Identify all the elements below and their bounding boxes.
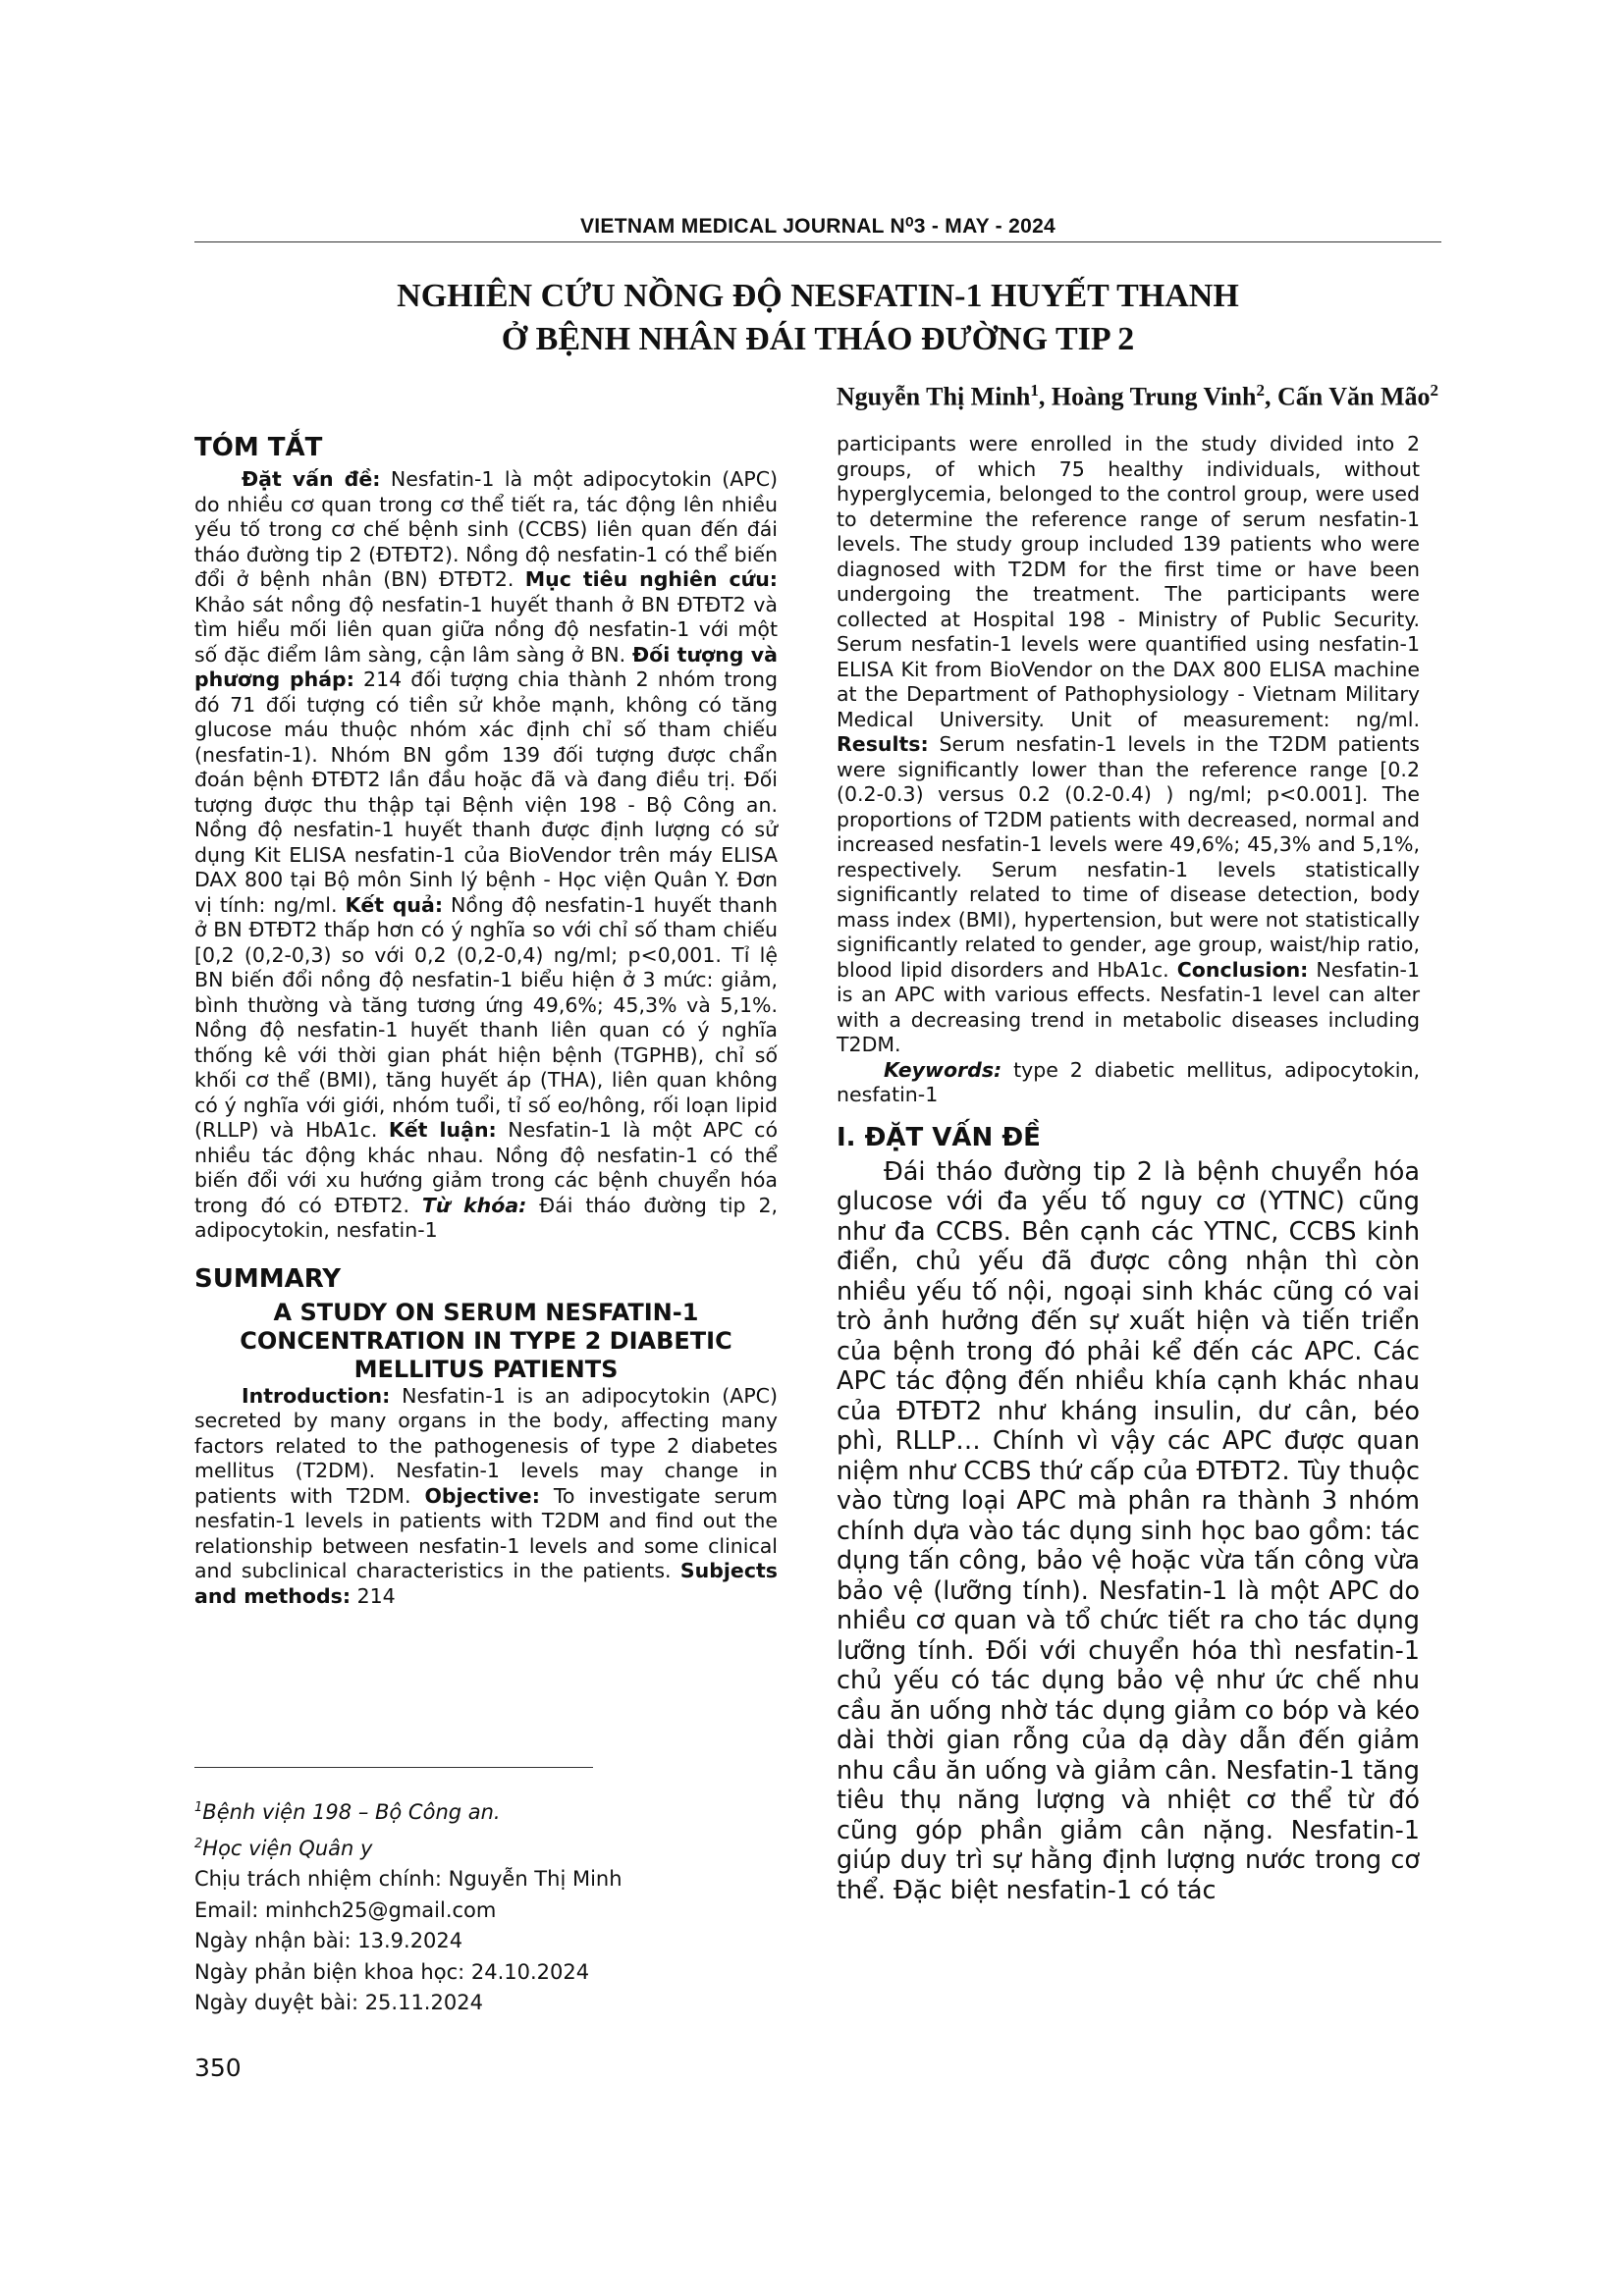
header-rule [194,241,1441,242]
date-received: Ngày nhận bài: 13.9.2024 [194,1929,463,1952]
english-title: A STUDY ON SERUM NESFATIN-1 CONCENTRATION IN TYPE 2 DIABETIC MELLITUS PATIENTS [240,1298,732,1383]
summary-methods-label: Subjects and methods: [194,1559,778,1608]
abstract-vi-keywords-label: Từ khóa: [421,1193,527,1217]
abstract-vi-objective-text: Khảo sát nồng độ nesfatin-1 huyết thanh ở BN ĐTĐT2 và tìm hiểu mối liên quan giữa nồng độ nesfatin-1 với một số đặc điểm lâm sàng, cận lâm sàng ở BN. [194,592,778,667]
author-name: Cấn Văn Mão [1276,382,1431,411]
author-affiliation-mark: 2 [1256,381,1265,400]
summary-paragraph [194,1384,778,1610]
summary-paragraph-continued [837,432,1420,1058]
abstract-vi-objective-label: Mục tiêu nghiên cứu: [524,567,778,591]
summary-conclusion-label: Conclusion: [1176,957,1309,982]
abstract-vi-results-text: Nồng độ nesfatin-1 huyết thanh ở BN ĐTĐT2 thấp hơn có ý nghĩa so với chỉ số tham chiếu [0,2 (0,2-0,3) so với 0,2 (0,2-0,4) ng/ml; p<0,001. Tỉ lệ BN biến đổi nồng độ nesfatin-1 biểu hiện ở 3 mức: giảm, bình thường và tăng tương ứng 49,6%; 45,3% và 5,1%. Nồng độ nesfatin-1 huyết thanh liên quan có ý nghĩa thống kê với thời gian phát hiện bệnh (TGPHB), chỉ số khối cơ thể (BMI), tăng huyết áp (THA), liên quan không có ý nghĩa với giới, nhóm tuổi, tỉ số eo/hông, rối loạn lipid (RLLP) và HbA1c. [194,892,778,1142]
summary-objective-text: To investigate serum nesfatin-1 levels in patients with T2DM and find out the relationship between nesfatin-1 levels and some clinical and subclinical characteristics in the patients. [194,1483,779,1582]
summary-keywords [837,1058,1420,1108]
abstract-vi-keywords-text: Đái tháo đường tip 2, adipocytokin, nesfatin-1 [194,1193,779,1242]
affiliation-2-mark: 2 [194,1836,203,1851]
affiliation-1 [194,1792,778,1829]
author-name: Nguyễn Thị Minh [836,382,1031,411]
footnotes [194,1792,778,2019]
title-line-2: Ở BỆNH NHÂN ĐÁI THÁO ĐƯỜNG TIP 2 [501,321,1135,357]
footnote-rule [194,1767,593,1768]
author-list [837,381,1438,412]
summary-intro-label: Introduction: [242,1383,391,1408]
affiliation-2-text: Học viện Quân y [202,1836,373,1860]
affiliation-1-mark: 1 [194,1800,203,1815]
title-line-1: NGHIÊN CỨU NỒNG ĐỘ NESFATIN-1 HUYẾT THANH [397,278,1239,314]
corresponding-author: Chịu trách nhiệm chính: Nguyễn Thị Minh [194,1867,623,1891]
summary-methods-text-continued: participants were enrolled in the study divided into 2 groups, of which 75 healthy individuals, without hyperglycemia, belonged to the control group, were used to determine the reference range of serum nesfatin-1 levels. The study group included 139 patients who were diagnosed with T2DM for the first time or have been undergoing the treatment. The participants were collected at Hospital 198 - Ministry of Public Security. Serum nesfatin-1 levels were quantified using nesfatin-1 ELISA Kit from BioVendor on the DAX 800 ELISA machine at the Department of Pathophysiology - Vietnam Military Medical University. Unit of measurement: ng/ml. [837,432,1420,731]
abstract-heading-vi: TÓM TẮT [194,433,323,462]
affiliation-2 [194,1829,778,1865]
summary-keywords-label: Keywords: [884,1057,1002,1082]
right-column [837,432,1420,1905]
abstract-vi-results-label: Kết quả: [345,892,444,917]
email: Email: minhch25@gmail.com [194,1897,497,1922]
date-accepted: Ngày duyệt bài: 25.11.2024 [194,1991,483,2014]
author-affiliation-mark: 1 [1030,381,1039,400]
abstract-vi-intro-label: Đặt vấn đề: [242,467,381,491]
summary-heading: SUMMARY [194,1263,342,1294]
author-separator: , [1038,382,1052,411]
article-title [194,275,1441,361]
section-1-heading: I. ĐẶT VẤN ĐỀ [837,1122,1041,1152]
summary-intro-text: Nesfatin-1 is an adipocytokin (APC) secreted by many organs in the body, affecting many factors related to the pathogenesis of type 2 diabetes mellitus (T2DM). Nesfatin-1 levels may change in patients with T2DM. [194,1383,778,1508]
abstract-vi-conclusion-text: Nesfatin-1 là một APC có nhiều tác động khác nhau. Nồng độ nesfatin-1 có thể biến đổi với xu hướng giảm trong các bệnh chuyển hóa trong đó có ĐTĐT2. [194,1118,778,1217]
left-column [194,432,778,1609]
author-separator: , [1264,382,1277,411]
summary-objective-label: Objective: [424,1483,540,1508]
summary-keywords-text: type 2 diabetic mellitus, adipocytokin, nesfatin-1 [837,1057,1420,1106]
date-reviewed: Ngày phản biện khoa học: 24.10.2024 [194,1959,590,1984]
author-name: Hoàng Trung Vinh [1051,382,1257,411]
affiliation-1-text: Bệnh viện 198 – Bộ Công an. [202,1800,501,1824]
summary-results-label: Results: [837,732,929,756]
author-affiliation-mark: 2 [1430,381,1438,400]
abstract-vi-conclusion-label: Kết luận: [388,1118,497,1142]
section-1-paragraph: Đái tháo đường tip 2 là bệnh chuyển hóa glucose với đa yếu tố nguy cơ (YTNC) cũng như đa CCBS. Bên cạnh các YTNC, CCBS kinh điển, chủ yếu đã được công nhận thì còn nhiều yếu tố nội, ngoại sinh khác cũng có vai trò ảnh hưởng đến sự xuất hiện và tiến triển của bệnh trong đó phải kể đến các APC. Các APC tác động đến nhiều khía cạnh khác nhau của ĐTĐT2 như kháng insulin, dư cân, béo phì, RLLP… Chính vì vậy các APC được quan niệm như CCBS thứ cấp của ĐTĐT2. Tùy thuộc vào từng loại APC mà phân ra thành 3 nhóm chính dựa vào tác dụng sinh học bao gồm: tác dụng tấn công, bảo vệ hoặc vừa tấn công vừa bảo vệ (lưỡng tính). Nesfatin-1 là một APC do nhiều cơ quan và tổ chức tiết ra cho tác dụng lưỡng tính. Đối với chuyển hóa thì nesfatin-1 chủ yếu có tác dụng bảo vệ như ức chế nhu cầu ăn uống nhờ tác dụng giảm co bóp và kéo dài thời gian rỗng của dạ dày dẫn đến giảm nhu cầu ăn uống và giảm cân. Nesfatin-1 tăng tiêu thụ năng lượng và nhiệt cơ thể từ đó cũng góp phần giảm cân nặng. Nesfatin-1 giúp duy trì sự hằng định lượng nước trong cơ thể. Đặc biệt nesfatin-1 có tác [837,1156,1420,1905]
abstract-vi-paragraph [194,467,778,1244]
summary-conclusion-text: Nesfatin-1 is an APC with various effects. Nesfatin-1 level can alter with a decreasing trend in metabolic diseases including T2DM. [837,957,1420,1056]
page-number: 350 [194,2054,242,2082]
abstract-vi-intro-text: Nesfatin-1 là một adipocytokin (APC) do nhiều cơ quan trong cơ thể tiết ra, tác động lên nhiều yếu tố trong cơ chế bệnh sinh (CCBS) liên quan đến đái tháo đường tip 2 (ĐTĐT2). Nồng độ nesfatin-1 có thể biến đổi ở bệnh nhân (BN) ĐTĐT2. [194,467,779,591]
summary-results-text: Serum nesfatin-1 levels in the T2DM patients were significantly lower than the reference range [0.2 (0.2-0.3) versus 0.2 (0.2-0.4) ) ng/ml; p<0.001]. The proportions of T2DM patients with decreased, normal and increased nesfatin-1 levels were 49,6%; 45,3% and 5,1%, respectively. Serum nesfatin-1 levels statistically significantly related to time of disease detection, body mass index (BMI), hypertension, but were not statistically significantly related to gender, age group, waist/hip ratio, blood lipid disorders and HbA1c. [837,732,1420,982]
summary-methods-text: 214 [351,1583,396,1608]
abstract-vi-methods-label: Đối tượng và phương pháp: [194,642,778,691]
journal-header: VIETNAM MEDICAL JOURNAL N⁰3 - MAY - 2024 [579,215,1056,238]
abstract-vi-methods-text: 214 đối tượng chia thành 2 nhóm trong đó 71 đối tượng có tiền sử khỏe mạnh, không có tăng glucose máu thuộc nhóm xác định chỉ số tham chiếu (nesfatin-1). Nhóm BN gồm 139 đối tượng được chẩn đoán bệnh ĐTĐT2 lần đầu hoặc đã và đang điều trị. Đối tượng được thu thập tại Bệnh viện 198 - Bộ Công an. Nồng độ nesfatin-1 huyết thanh được định lượng có sử dụng Kit ELISA nesfatin-1 của BioVendor trên máy ELISA DAX 800 tại Bộ môn Sinh lý bệnh - Học viện Quân Y. Đơn vị tính: ng/ml. [194,667,779,917]
